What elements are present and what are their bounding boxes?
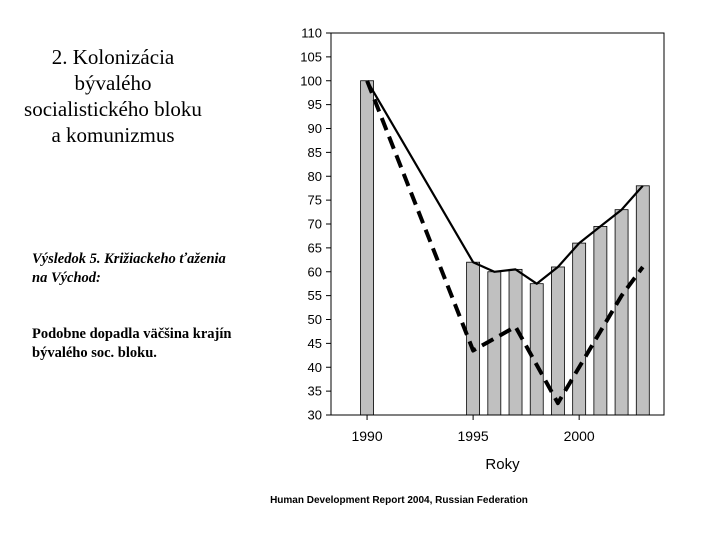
slide-note: Podobne dopadla väčšina krajín bývalého soc. bloku.: [32, 326, 232, 361]
x-tick-label: 1990: [351, 428, 383, 444]
bar: [636, 186, 649, 415]
y-tick-label: 90: [307, 121, 322, 136]
y-axis: [300, 26, 331, 423]
source-note: Human Development Report 2004, Russian Federation: [270, 495, 528, 506]
y-tick-label: 80: [307, 168, 322, 184]
x-tick-label: 2000: [563, 428, 595, 444]
y-tick-label: 95: [307, 97, 322, 113]
y-tick-label: 45: [307, 335, 322, 351]
bar: [530, 284, 543, 415]
bar: [551, 267, 564, 415]
y-tick-label: 55: [307, 288, 322, 304]
y-tick-label: 85: [307, 144, 322, 160]
y-tick-label: 35: [307, 383, 322, 399]
y-tick-label: 50: [307, 312, 322, 327]
x-axis: [351, 415, 594, 444]
y-tick-label: 40: [307, 359, 322, 375]
bar: [361, 81, 374, 415]
y-tick-label: 110: [301, 25, 322, 41]
y-tick-label: 105: [300, 49, 322, 65]
x-tick-label: 1995: [457, 428, 489, 444]
bar: [573, 243, 586, 415]
y-tick-label: 70: [307, 216, 322, 232]
y-tick-label: 100: [300, 73, 322, 89]
bars-group: [361, 81, 650, 415]
y-tick-label: 75: [307, 192, 322, 208]
y-tick-label: 30: [307, 407, 322, 423]
slide-subtitle: Výsledok 5. Križiackeho ťaženia na Východ:: [32, 251, 226, 286]
bar: [509, 269, 522, 415]
x-axis-label: Roky: [485, 456, 520, 473]
bar: [615, 210, 628, 415]
y-tick-label: 60: [307, 264, 322, 280]
bar: [467, 262, 480, 415]
y-tick-label: 65: [307, 240, 322, 256]
slide-title: 2. Kolonizácia bývalého socialistického bloku a komunizmus: [24, 45, 202, 147]
